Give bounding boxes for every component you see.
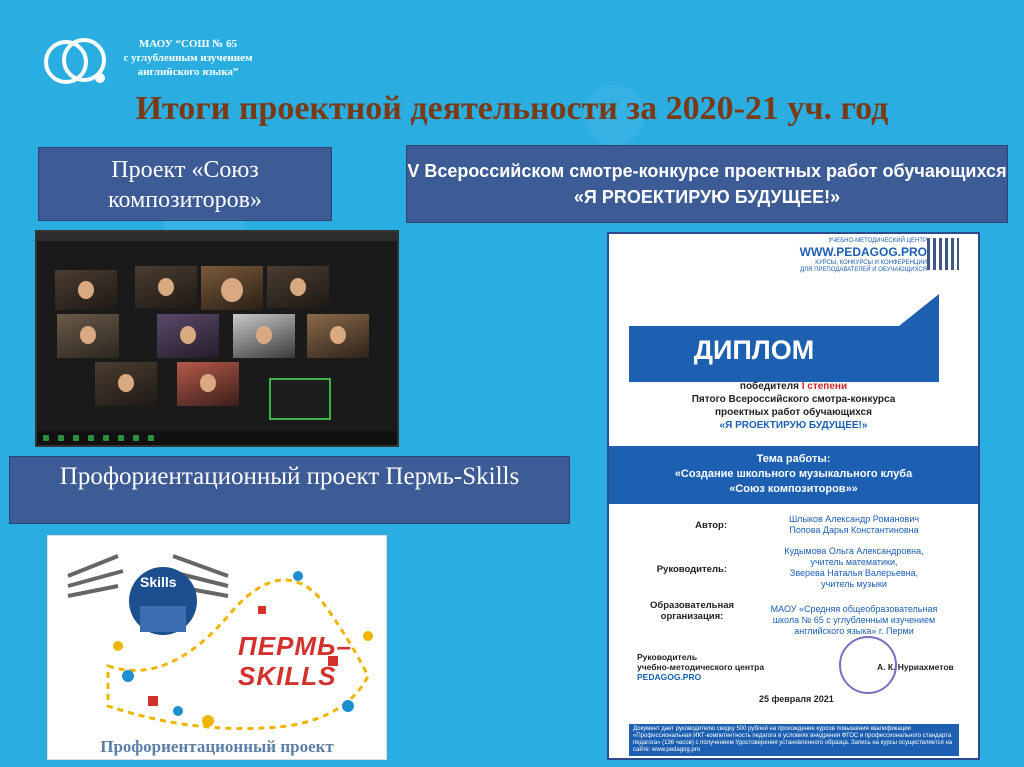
lead-label: Руководитель: xyxy=(656,564,727,575)
taskbar-icon[interactable] xyxy=(148,435,154,441)
perm-word: ПЕРМЬ– xyxy=(238,631,352,661)
participant-tile xyxy=(135,266,197,308)
shared-screen-thumbnail[interactable] xyxy=(269,378,331,420)
taskbar-icon[interactable] xyxy=(103,435,109,441)
participant-tile xyxy=(95,362,157,406)
participant-tile xyxy=(201,266,263,310)
school-name-line: МАОУ “СОШ № 65 xyxy=(138,38,238,50)
author-label: Автор: xyxy=(695,520,727,531)
participant-tile xyxy=(267,266,329,308)
skills-badge-label: Skills xyxy=(140,574,177,590)
school-logo-icon xyxy=(42,32,112,92)
taskbar xyxy=(37,431,397,445)
diploma-date: 25 февраля 2021 xyxy=(759,694,834,704)
participant-tile xyxy=(157,314,219,358)
diploma-center: УЧЕБНО-МЕТОДИЧЕСКИЙ ЦЕНТР xyxy=(828,238,927,244)
lead-value: Кудымова Ольга Александровна, учитель математики, Зверева Наталья Валерьевна, учитель музыки xyxy=(784,546,924,589)
taskbar-icon[interactable] xyxy=(58,435,64,441)
taskbar-icon[interactable] xyxy=(43,435,49,441)
school-name-line: английского языка” xyxy=(137,66,239,78)
diploma-url: WWW.PEDAGOG.PRO xyxy=(799,245,927,259)
poster-caption: Профориентационный проект xyxy=(100,737,334,756)
qr-code-icon xyxy=(927,238,959,270)
author-value: Шлыков Александр Романович Попова Дарья Константиновна xyxy=(788,514,920,535)
perm-skills-word xyxy=(238,631,352,691)
org-label: Образовательная организация: xyxy=(649,600,735,622)
diploma-heading: ДИПЛОМ xyxy=(629,326,879,374)
diploma-sub: КУРСЫ, КОНКУРСЫ И КОНФЕРЕНЦИИ ДЛЯ ПРЕПОДАВАТЕЛЕЙ И ОБУЧАЮЩИХСЯ xyxy=(800,260,927,273)
skills-badge-icon xyxy=(118,556,208,646)
contest-box: V Всероссийском смотре-конкурсе проектных работ обучающихся «Я PROЕКТИРУЮ БУДУЩЕЕ!» xyxy=(406,145,1008,223)
video-conference-screenshot xyxy=(35,230,399,447)
taskbar-icon[interactable] xyxy=(133,435,139,441)
participant-tile xyxy=(307,314,369,358)
skills-word: SKILLS xyxy=(238,661,337,691)
diploma-footer: Документ дает руководителю скидку 500 рублей на прохождение курсов повышения квалификации «Профессиональная ИКТ-компетентность педагога в условиях внедрения ФГОС и профессионального стандарта педагога» (136 часов) с получением Удостоверения установленного образца. Запись на курсы осуществляется на сайте: www.pedagog.pro xyxy=(629,724,959,756)
participant-tile xyxy=(233,314,295,358)
participant-tile xyxy=(57,314,119,358)
diploma xyxy=(607,232,980,760)
page-title: Итоги проектной деятельности за 2020-21 уч. год xyxy=(135,90,889,127)
head-label: Руководитель учебно-методического центра PEDAGOG.PRO xyxy=(637,652,765,682)
diploma-winner: победителя I степени Пятого Всероссийского смотра-конкурса проектных работ обучающихся «Я PROЕКТИРУЮ БУДУЩЕЕ!» xyxy=(691,381,896,431)
school-name xyxy=(118,37,258,79)
participant-tile xyxy=(55,270,117,310)
taskbar-icon[interactable] xyxy=(118,435,124,441)
taskbar-icon[interactable] xyxy=(88,435,94,441)
taskbar-icon[interactable] xyxy=(73,435,79,441)
org-value: МАОУ «Средняя общеобразовательная школа № 65 с углубленным изучением английского языка» г. Перми xyxy=(770,604,938,636)
diploma-theme: Тема работы: «Создание школьного музыкального клуба «Союз композиторов»» xyxy=(609,446,978,504)
window-titlebar xyxy=(37,232,397,241)
perm-skills-poster xyxy=(47,535,387,760)
project2-box: Профориентационный проект Пермь-Skills xyxy=(9,456,570,524)
project1-box: Проект «Союз композиторов» xyxy=(38,147,332,221)
signer-name: А. К. Нуриахметов xyxy=(877,662,954,672)
school-name-line: с углубленным изучением xyxy=(123,52,253,64)
participant-tile xyxy=(177,362,239,406)
